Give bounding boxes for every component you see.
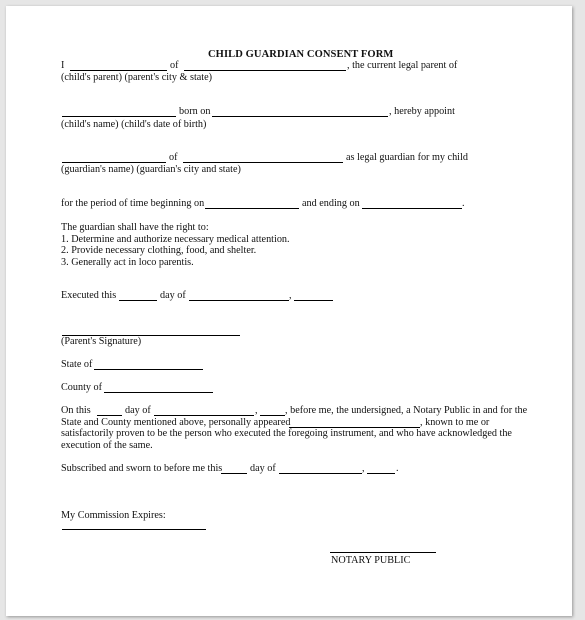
parent-suffix-text: , the current legal parent of — [347, 60, 458, 71]
subscribed-day-field[interactable] — [221, 473, 247, 474]
day-of-label-2: day of — [125, 405, 151, 416]
rights-item-2: 2. Provide necessary clothing, food, and shelter. — [61, 245, 257, 256]
of-label-2: of — [169, 152, 178, 163]
caption-guardian: (guardian's name) (guardian's city and state) — [61, 164, 241, 175]
state-field[interactable] — [94, 369, 203, 370]
comma-1: , — [289, 290, 292, 301]
rights-intro: The guardian shall have the right to: — [61, 222, 209, 233]
day-of-label-3: day of — [250, 463, 276, 474]
state-of-label: State of — [61, 359, 93, 370]
on-this-label: On this — [61, 405, 91, 416]
caption-parent: (child's parent) (parent's city & state) — [61, 72, 213, 83]
guardian-city-state-field[interactable] — [183, 162, 343, 163]
child-name-field[interactable] — [62, 116, 176, 117]
period-end-dot: . — [462, 198, 465, 209]
i-label: I — [61, 60, 65, 71]
day-of-label-1: day of — [160, 290, 186, 301]
caption-child: (child's name) (child's date of birth) — [61, 119, 207, 130]
commission-expires-field[interactable] — [62, 529, 206, 530]
parent-signature-caption: (Parent's Signature) — [61, 336, 142, 347]
commission-expires-label: My Commission Expires: — [61, 510, 166, 521]
notary-public-caption: NOTARY PUBLIC — [331, 555, 411, 566]
county-of-label: County of — [61, 382, 103, 393]
comma-3: , — [362, 463, 365, 474]
period-start-field[interactable] — [205, 208, 299, 209]
rights-item-3: 3. Generally act in loco parentis. — [61, 257, 194, 268]
parent-name-field[interactable] — [70, 70, 167, 71]
guardian-name-field[interactable] — [62, 162, 166, 163]
executed-month-field[interactable] — [189, 300, 289, 301]
notary-text-3: satisfactorily proven to be the person who executed the foregoing instrument, and who have acknowledged the — [61, 428, 512, 439]
born-on-label: born on — [179, 106, 211, 117]
period-end-field[interactable] — [362, 208, 462, 209]
notary-day-field[interactable] — [97, 415, 122, 416]
notary-month-field[interactable] — [154, 415, 254, 416]
ending-label: and ending on — [302, 198, 360, 209]
notary-text-4: execution of the same. — [61, 440, 153, 451]
county-field[interactable] — [104, 392, 213, 393]
subscribed-month-field[interactable] — [279, 473, 362, 474]
form-title: CHILD GUARDIAN CONSENT FORM — [208, 49, 394, 60]
guardian-suffix-text: as legal guardian for my child — [346, 152, 468, 163]
subscribed-year-field[interactable] — [367, 473, 395, 474]
period-label: for the period of time beginning on — [61, 198, 205, 209]
of-label-1: of — [170, 60, 179, 71]
child-dob-field[interactable] — [212, 116, 388, 117]
parent-city-state-field[interactable] — [184, 70, 346, 71]
executed-label: Executed this — [61, 290, 117, 301]
comma-2: , — [255, 405, 258, 416]
rights-item-1: 1. Determine and authorize necessary medical attention. — [61, 234, 290, 245]
executed-day-field[interactable] — [119, 300, 157, 301]
period-3: . — [396, 463, 399, 474]
known-to-me-text: , known to me or — [420, 417, 490, 428]
executed-year-field[interactable] — [294, 300, 333, 301]
appoint-suffix-text: , hereby appoint — [389, 106, 455, 117]
document-page — [6, 6, 572, 616]
subscribed-label: Subscribed and sworn to before me this — [61, 463, 223, 474]
notary-year-field[interactable] — [260, 415, 285, 416]
state-county-text: State and County mentioned above, personally appeared — [61, 417, 291, 428]
notary-signature-field[interactable] — [330, 552, 436, 553]
notary-text-1: , before me, the undersigned, a Notary Public in and for the — [285, 405, 528, 416]
